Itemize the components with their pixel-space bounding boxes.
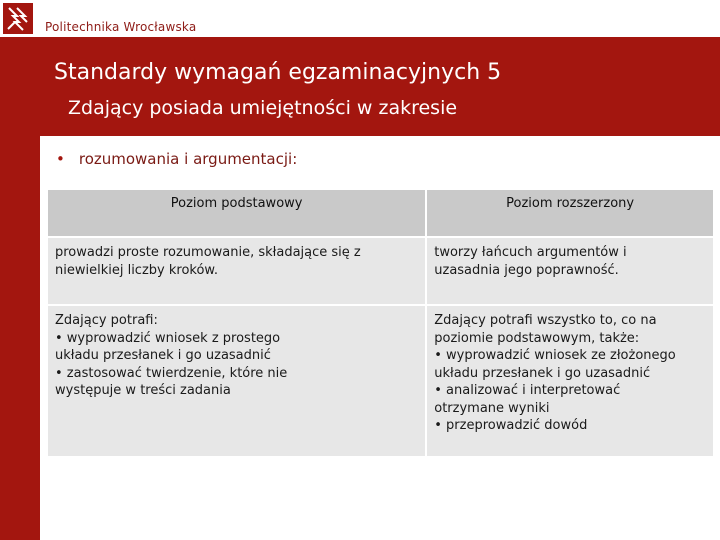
bullet-item [56, 150, 297, 168]
cell-line: występuje w treści zadania [55, 383, 231, 398]
cell-line: niewielkiej liczby kroków. [55, 262, 218, 278]
university-crest-icon [3, 3, 33, 34]
cell-line: układu przesłanek i go uzasadnić [55, 348, 271, 363]
slide-subtitle: Zdający posiada umiejętności w zakresie [68, 97, 458, 119]
requirements-table [48, 190, 713, 456]
title-band [40, 37, 720, 136]
header-basic: Poziom podstawowy [48, 190, 425, 236]
cell-line: Zdający potrafi: [55, 313, 158, 328]
cell-line: Zdający potrafi wszystko to, co na [434, 313, 657, 328]
cell-line: • wyprowadzić wniosek z prostego [55, 330, 281, 346]
cell-extended [425, 236, 713, 304]
cell-basic [48, 236, 425, 304]
cell-line: układu przesłanek i go uzasadnić [434, 365, 651, 381]
cell-line: uzasadnia jego poprawność. [434, 262, 619, 278]
cell-line: • analizować i interpretować [434, 383, 621, 398]
table-header-row [48, 190, 713, 236]
cell-line: otrzymane wyniki [434, 400, 550, 416]
table-row [48, 304, 713, 456]
cell-basic [48, 304, 425, 456]
bullet-icon: • [56, 150, 65, 168]
logo-bar [0, 0, 720, 37]
cell-line: • zastosować twierdzenie, które nie [55, 365, 288, 381]
header-extended: Poziom rozszerzony [425, 190, 713, 236]
table-row [48, 236, 713, 304]
cell-line: tworzy łańcuch argumentów i [434, 245, 627, 260]
cell-line: • wyprowadzić wniosek ze złożonego [434, 348, 676, 363]
cell-line: • przeprowadzić dowód [434, 418, 588, 433]
cell-line: prowadzi proste rozumowanie, składające się z [55, 245, 361, 260]
cell-extended [425, 304, 713, 456]
slide-title: Standardy wymagań egzaminacyjnych 5 [54, 60, 502, 85]
bullet-text: rozumowania i argumentacji: [78, 150, 298, 168]
logo-text: Politechnika Wrocławska [45, 20, 197, 34]
cell-line: poziomie podstawowym, także: [434, 330, 640, 346]
left-accent-band [0, 37, 40, 540]
